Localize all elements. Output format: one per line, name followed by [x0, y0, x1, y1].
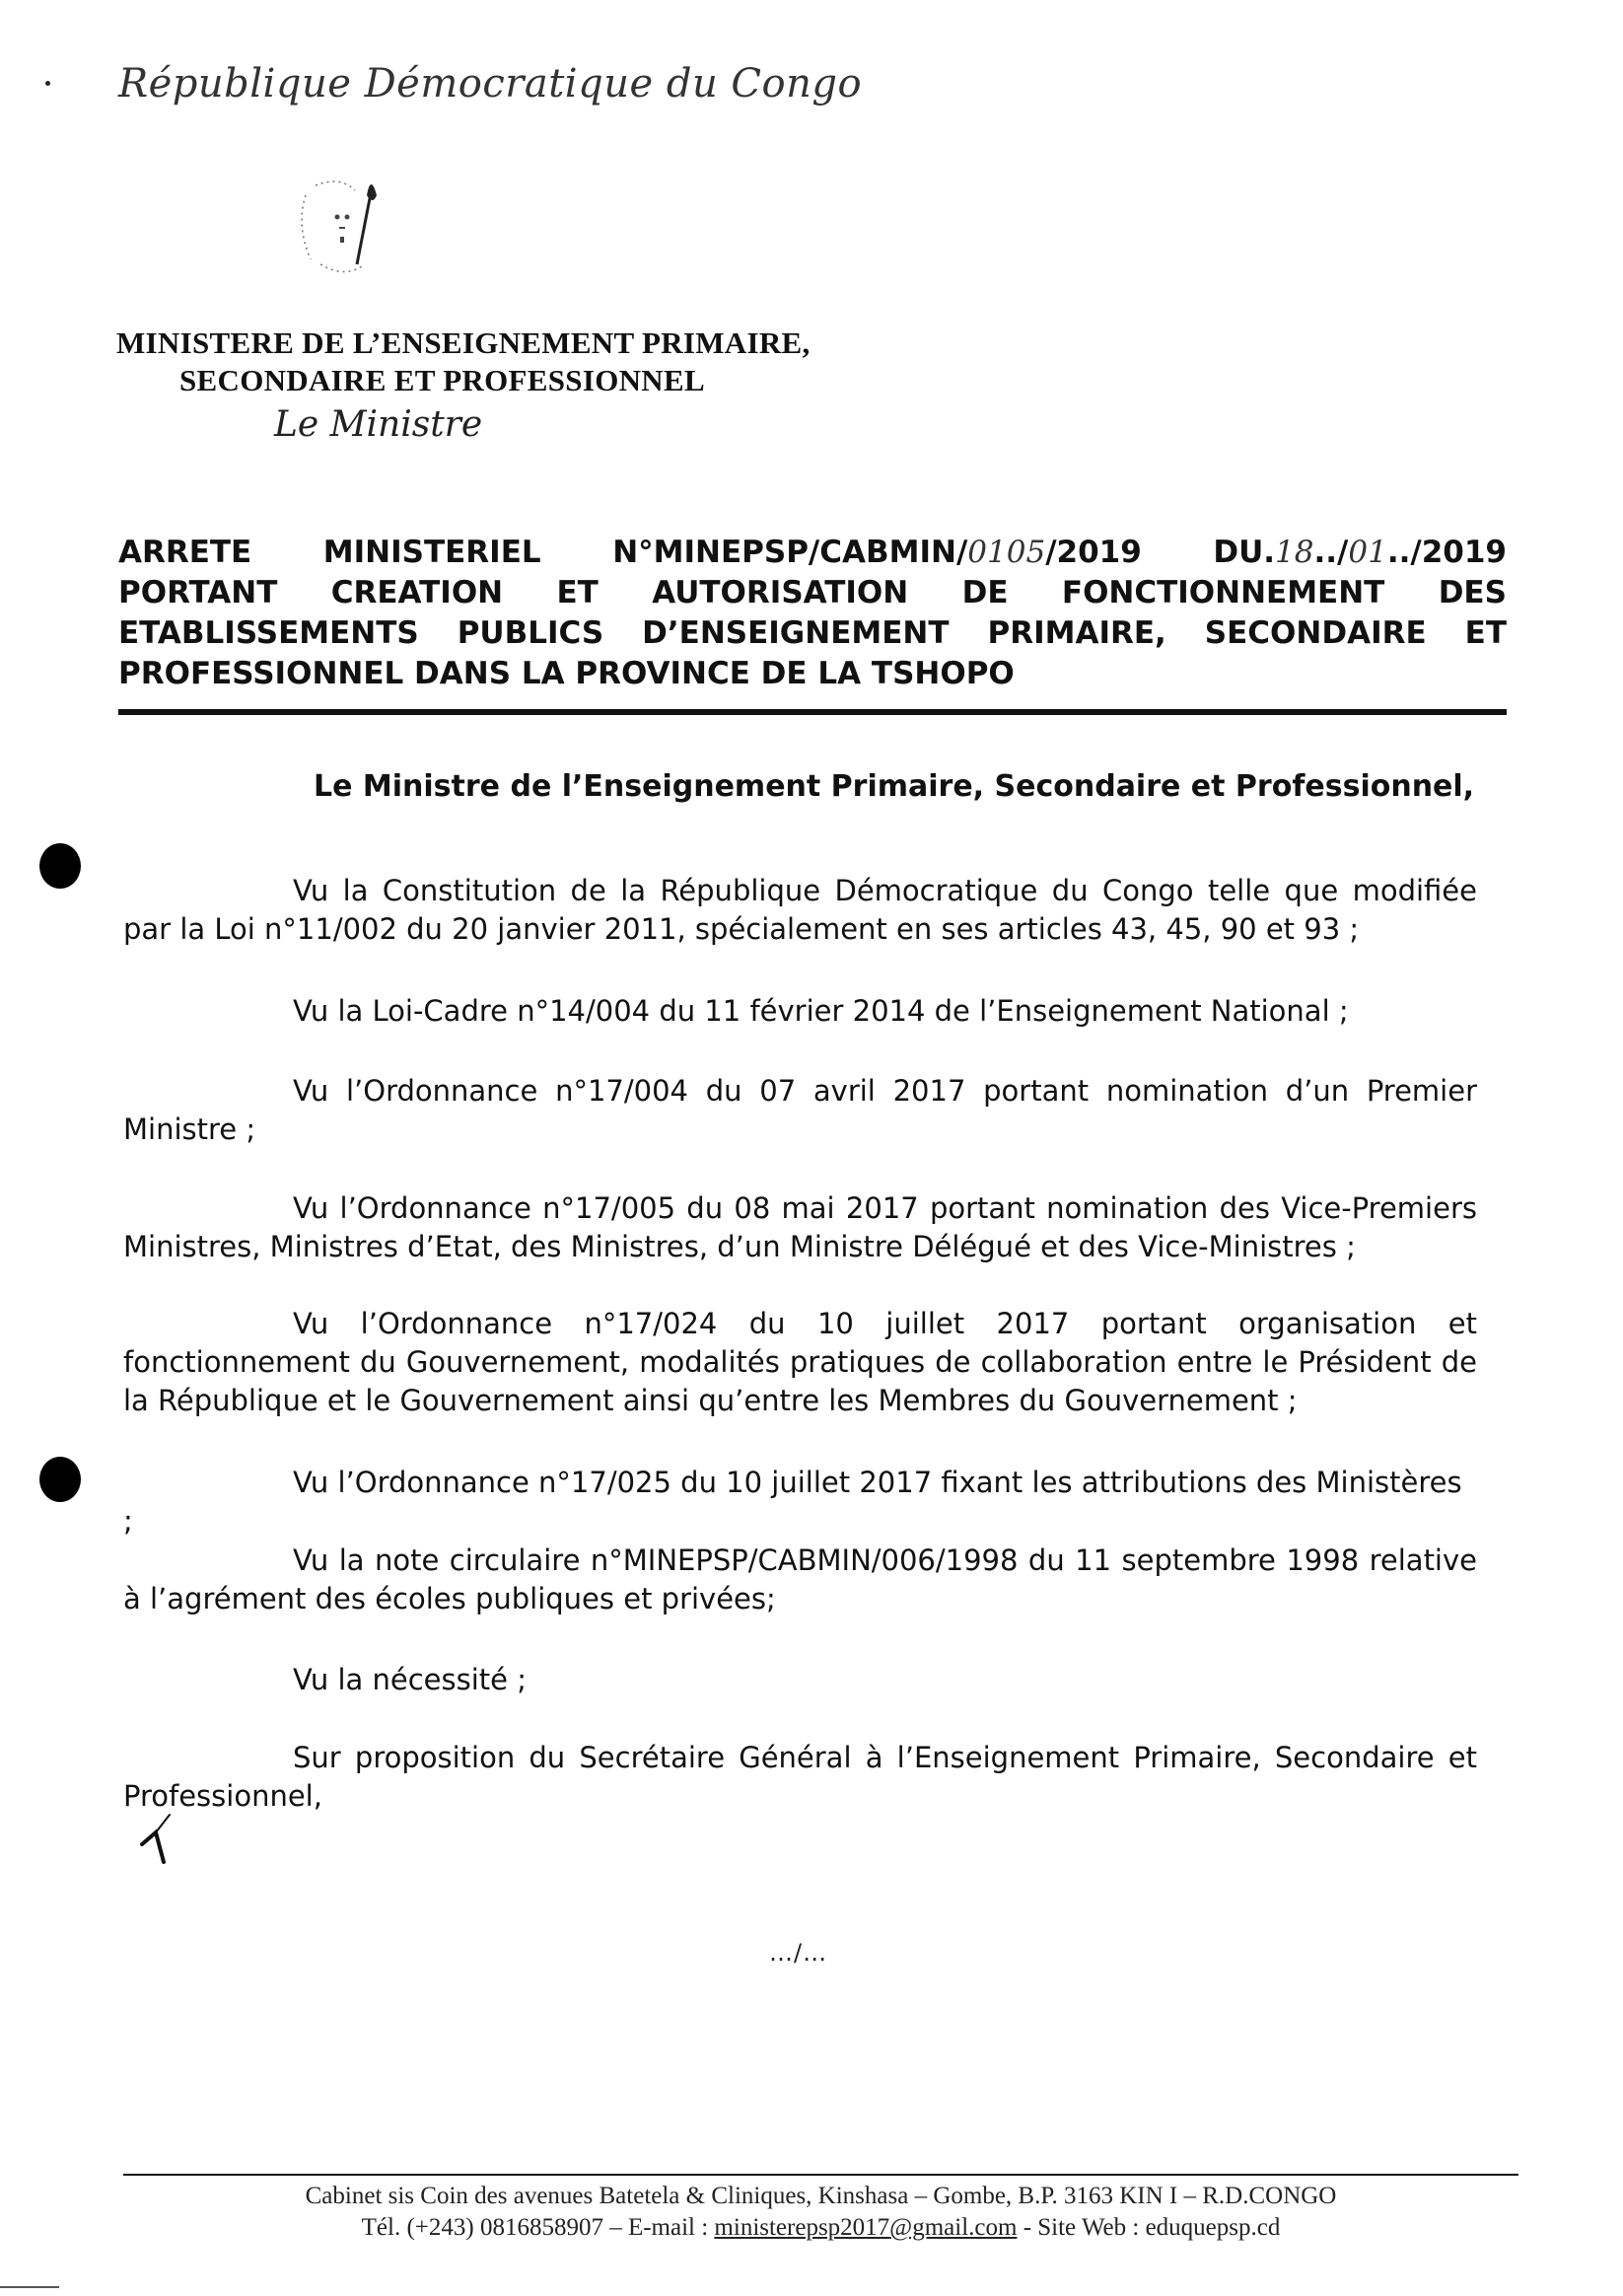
arrete-title-line1	[118, 533, 1507, 573]
title-word: ET	[556, 575, 599, 610]
title-word: ETABLISSEMENTS	[118, 615, 419, 651]
handwritten-day: 18	[1275, 535, 1314, 570]
visa-constitution: Vu la Constitution de la République Démocratique du Congo telle que modifiée par la Loi n°11/002 du 20 janvier 2011, spécialement en ses articles 43, 45, 90 et 93 ;	[123, 874, 1477, 946]
minister-heading: Le Ministre de l’Enseignement Primaire, Secondaire et Professionnel,	[314, 769, 1475, 804]
republic-header: République Démocratique du Congo	[118, 61, 863, 107]
footer-divider	[123, 2174, 1518, 2176]
arrete-title-line3	[118, 613, 1507, 654]
footer-contact: Tél. (+243) 0816858907 – E-mail : ministerepsp2017@gmail.com - Site Web : eduquepsp.cd	[361, 2214, 1281, 2241]
title-word: PORTANT	[118, 575, 278, 610]
coat-of-arms-emblem	[286, 166, 414, 284]
decree-number: N°MINEPSP/CABMIN/0105/2019	[612, 535, 1142, 570]
title-line: PROFESSIONNEL DANS LA PROVINCE DE LA TSHOPO	[118, 656, 1015, 691]
title-word: PRIMAIRE,	[987, 615, 1166, 651]
handwritten-number: 0105	[967, 535, 1046, 570]
email-link[interactable]: ministerepsp2017@gmail.com	[714, 2214, 1018, 2241]
ministry-name-line2: SECONDAIRE ET PROFESSIONNEL	[179, 363, 705, 397]
title-word: AUTORISATION	[652, 575, 909, 610]
visa-ordonnance-17-005: Vu l’Ordonnance n°17/005 du 08 mai 2017 portant nomination des Vice-Premiers Ministres, Ministres d’Etat, des Ministres, d’un Ministre Délégué et des Vice-Ministres ;	[123, 1191, 1477, 1263]
arrete-title-line2	[118, 573, 1507, 613]
visa-note-circulaire: Vu la note circulaire n°MINEPSP/CABMIN/006/1998 du 11 septembre 1998 relative à l’agrément des écoles publiques et privées;	[123, 1543, 1477, 1615]
visa-loi-cadre: Vu la Loi-Cadre n°14/004 du 11 février 2014 de l’Enseignement National ;	[293, 994, 1349, 1028]
page-continuation: …/…	[769, 1939, 828, 1967]
title-word: ARRETE	[118, 535, 252, 570]
decree-date: DU.18../01../2019	[1213, 535, 1507, 570]
title-divider	[118, 709, 1507, 715]
title-word: D’ENSEIGNEMENT	[642, 615, 950, 651]
visa-ordonnance-17-025: Vu l’Ordonnance n°17/025 du 10 juillet 2017 fixant les attributions des Ministères ;	[123, 1466, 1462, 1538]
arrete-title-line4	[118, 654, 1507, 694]
minister-signature: Le Ministre	[274, 404, 483, 445]
title-word: MINISTERIEL	[322, 535, 541, 570]
title-word: PUBLICS	[457, 615, 604, 651]
title-word: DES	[1438, 575, 1507, 610]
title-word: DE	[961, 575, 1009, 610]
title-word: CREATION	[330, 575, 504, 610]
handwritten-initial	[138, 1807, 181, 1866]
footer-address: Cabinet sis Coin des avenues Batetela & Cliniques, Kinshasa – Gombe, B.P. 3163 KIN I – R.D.CONGO	[305, 2183, 1337, 2209]
visa-ordonnance-17-024: Vu l’Ordonnance n°17/024 du 10 juillet 2017 portant organisation et fonctionnement du Gouvernement, modalités pratiques de collaboration entre le Président de la République et le Gouvernement ainsi qu’entre les Membres du Gouvernement ;	[123, 1307, 1477, 1417]
scan-edge	[0, 2286, 59, 2288]
sur-proposition: Sur proposition du Secrétaire Général à l’Enseignement Primaire, Secondaire et Professionnel,	[123, 1741, 1477, 1813]
scan-speck	[45, 81, 50, 86]
title-word: SECONDAIRE	[1204, 615, 1427, 651]
punch-hole-bottom	[39, 1457, 81, 1502]
punch-hole-top	[39, 843, 81, 889]
visa-ordonnance-17-004: Vu l’Ordonnance n°17/004 du 07 avril 2017 portant nomination d’un Premier Ministre ;	[123, 1074, 1477, 1146]
handwritten-month: 01	[1348, 535, 1387, 570]
visa-necessite: Vu la nécessité ;	[293, 1663, 527, 1696]
arrete-title	[118, 533, 1507, 694]
title-word: ET	[1464, 615, 1507, 651]
ministry-name-line1: MINISTERE DE L’ENSEIGNEMENT PRIMAIRE,	[116, 325, 811, 360]
title-word: FONCTIONNEMENT	[1061, 575, 1385, 610]
